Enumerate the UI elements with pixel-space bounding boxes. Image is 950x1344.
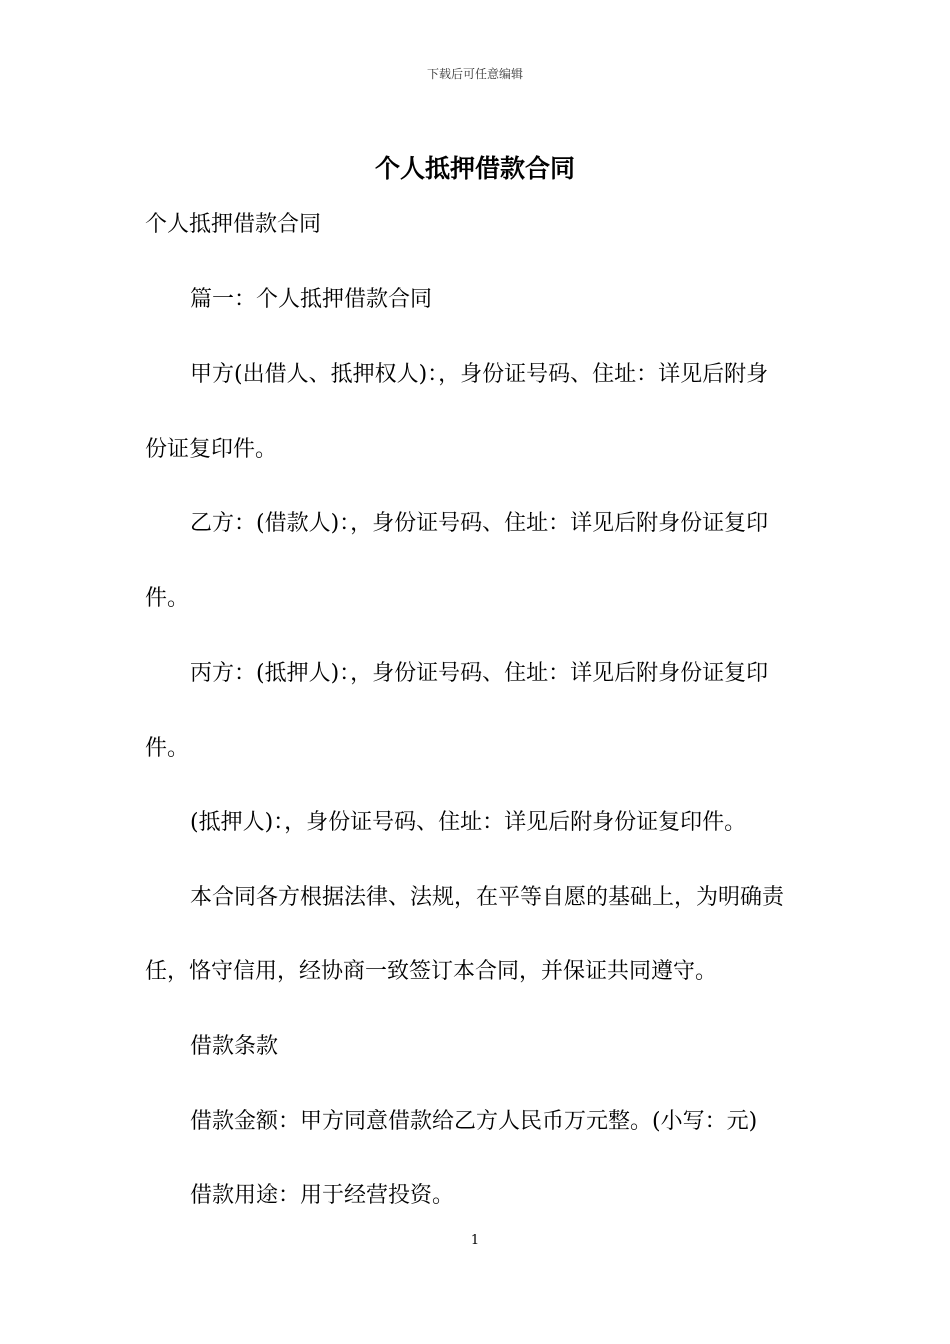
paragraph-line: 个人抵押借款合同 — [145, 212, 322, 237]
paragraph-line: 借款金额：甲方同意借款给乙方人民币万元整。(小写：元) — [190, 1109, 758, 1134]
paragraph-line: 借款用途：用于经营投资。 — [190, 1183, 455, 1208]
paragraph-line: 份证复印件。 — [145, 437, 278, 462]
page-header: 下载后可任意编辑 — [426, 67, 523, 81]
page-number: 1 — [470, 1233, 480, 1248]
document-title: 个人抵押借款合同 — [374, 154, 575, 183]
paragraph-line: 甲方(出借人、抵押权人)：，身份证号码、住址：详见后附身 — [190, 362, 769, 387]
paragraph-line: 任，恪守信用，经协商一致签订本合同，并保证共同遵守。 — [145, 959, 718, 984]
paragraph-line: 件。 — [145, 736, 190, 761]
paragraph-line: (抵押人)：，身份证号码、住址：详见后附身份证复印件。 — [190, 810, 747, 835]
paragraph-line: 件。 — [145, 586, 190, 611]
paragraph-line: 乙方：(借款人)：，身份证号码、住址：详见后附身份证复印 — [190, 511, 769, 536]
paragraph-line: 丙方：(抵押人)：，身份证号码、住址：详见后附身份证复印 — [190, 661, 769, 686]
paragraph-line: 本合同各方根据法律、法规，在平等自愿的基础上，为明确责 — [190, 885, 785, 910]
paragraph-line: 篇一：个人抵押借款合同 — [190, 287, 433, 312]
section-heading: 借款条款 — [190, 1034, 279, 1059]
